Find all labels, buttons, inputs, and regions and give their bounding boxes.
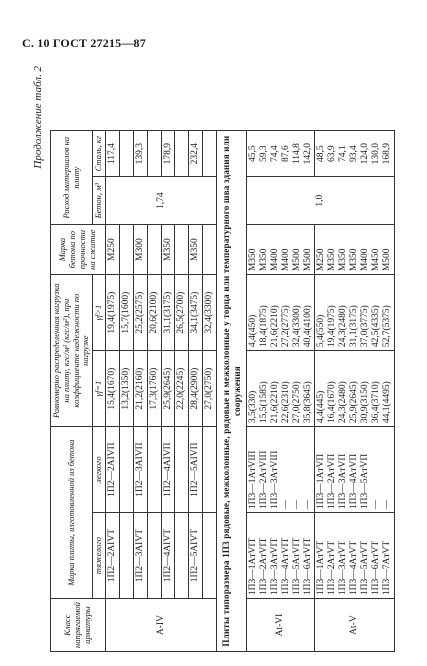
beton-cell: M350 bbox=[161, 225, 175, 275]
col-klass: Класс напрягаемой арматуры bbox=[51, 599, 106, 652]
stal-cell bbox=[119, 131, 133, 177]
gf2-cell: 5,4(550) 19,4(1975) 24,3(2480) 31,1(3175) 37,0(3775) 42,5(4335) 52,7(5375) bbox=[315, 275, 394, 351]
stal-cell: 117,4 bbox=[105, 131, 119, 177]
gf1-cell: 4,4(445) 16,4(1670) 24,3(2480) 25,9(2645) 30,9(3150) 36,4(3710) 44,1(4495) bbox=[315, 351, 394, 427]
gf2-cell: 19,4(1975) bbox=[105, 275, 119, 351]
tyazh-cell: 1П2—3AIVT bbox=[133, 513, 147, 599]
table-continuation-label: Продолжение табл. 2 bbox=[32, 66, 44, 169]
beton-cell bbox=[203, 225, 217, 275]
gf2-cell: 32,4(3300) bbox=[203, 275, 217, 351]
klass-cell: A-IV bbox=[105, 599, 216, 652]
tyazh-cell bbox=[203, 513, 217, 599]
gf2-cell: 26,5(2700) bbox=[175, 275, 189, 351]
beton-cell bbox=[119, 225, 133, 275]
beton-cell: M250 M350 M350 M350 M400 M450 M500 bbox=[315, 225, 394, 275]
tyazh-cell: 1П3—1AтVIT 1П3—2AтVIT 1П3—3AтVIT 1П3—4AтVIT 1П3—5AтVIT 1П3—6AтVIT bbox=[246, 513, 315, 599]
beton-cell: M350 M350 M400 M400 M500 M500 bbox=[246, 225, 315, 275]
data-table bbox=[50, 130, 395, 652]
gf2-cell: 20,6(2100) bbox=[147, 275, 161, 351]
klass-cell: At-VI bbox=[246, 599, 315, 652]
stal-cell bbox=[203, 131, 217, 177]
legk-cell: 1П2—2AIVП bbox=[105, 427, 119, 513]
legk-cell: 1П2—4AIVП bbox=[161, 427, 175, 513]
rotated-table-area bbox=[30, 62, 410, 652]
col-beton-m3: Бетон, м³ bbox=[93, 177, 106, 225]
col-tyazh: тяжелого bbox=[93, 513, 106, 599]
gf2-cell: 4,4(450) 18,4(1875) 21,6(2210) 27,2(2775) 32,4(3300) 40,4(4100) bbox=[246, 275, 315, 351]
col-legk: легкого bbox=[93, 427, 106, 513]
stal-cell: 45,5 59,3 74,4 87,6 114,8 142,0 bbox=[246, 131, 315, 177]
legk-cell bbox=[119, 427, 133, 513]
gf1-cell: 13,2(1350) bbox=[119, 351, 133, 427]
legk-cell: 1П3—1AтVП 1П3—2AтVП 1П3—3AтVП 1П3—4AтVП 1П3—5AтVП — — bbox=[315, 427, 394, 513]
gf1-cell: 27,0(2750) bbox=[203, 351, 217, 427]
tyazh-cell: 1П2—5AIVT bbox=[189, 513, 203, 599]
tyazh-cell: 1П2—2AIVT bbox=[105, 513, 119, 599]
gf1-cell: 25,9(2645) bbox=[161, 351, 175, 427]
stal-cell bbox=[175, 131, 189, 177]
beton-cell: M300 bbox=[133, 225, 147, 275]
legk-cell bbox=[175, 427, 189, 513]
tyazh-cell: 1П2—4AIVT bbox=[161, 513, 175, 599]
legk-cell: 1П3—1AтVIП 1П3—2AтVIП 1П3—3AтVIП — — — bbox=[246, 427, 315, 513]
gf2-cell: 15,7(1600) bbox=[119, 275, 133, 351]
stal-cell: 232,4 bbox=[189, 131, 203, 177]
page-header: С. 10 ГОСТ 27215—87 bbox=[22, 36, 146, 50]
stal-cell: 48,5 63,9 74,1 93,4 124,0 130,0 168,9 bbox=[315, 131, 394, 177]
tyazh-cell: 1П3—1AтVT 1П3—2AтVT 1П3—3AтVT 1П3—4AтVT 1П3—5AтVT 1П3—6AтVT 1П3—7AтVT bbox=[315, 513, 394, 599]
stal-cell: 178,9 bbox=[161, 131, 175, 177]
beton-cell: M350 bbox=[189, 225, 203, 275]
gf1-cell: 22,0(2245) bbox=[175, 351, 189, 427]
section-subheader: Плиты типоразмера 1П3 рядовые, межколонные, рядовые и межколонные у торца или температурного шва здания или сооружения bbox=[217, 131, 247, 652]
col-marka-group: Марка плиты, изготовленной из бетона bbox=[51, 427, 93, 599]
col-beton-marka: Марка бетона по прочности на сжатие bbox=[51, 225, 106, 275]
beton-cell: M250 bbox=[105, 225, 119, 275]
gf2-cell: 34,1(3475) bbox=[189, 275, 203, 351]
beton-m3-cell: 1,74 bbox=[105, 177, 216, 225]
beton-m3-cell: 1,0 bbox=[246, 177, 394, 225]
col-rashod: Расход материалов на плиту bbox=[51, 131, 93, 225]
legk-cell bbox=[203, 427, 217, 513]
subheader-row bbox=[217, 131, 247, 652]
table-row bbox=[246, 131, 315, 652]
gf1-cell: 15,4(1670) bbox=[105, 351, 119, 427]
stal-cell bbox=[147, 131, 161, 177]
gf1-cell: 3,5(330) 15,5(1585) 21,6(2210) 22,6(2310) 27,0(2750) 35,8(3645) bbox=[246, 351, 315, 427]
gf1-cell: 28,4(2900) bbox=[189, 351, 203, 427]
klass-cell: At-V bbox=[315, 599, 394, 652]
tyazh-cell bbox=[147, 513, 161, 599]
gf2-cell: 31,1(3175) bbox=[161, 275, 175, 351]
tyazh-cell bbox=[119, 513, 133, 599]
stal-cell: 139,3 bbox=[133, 131, 147, 177]
col-stal: Сталь, кг bbox=[93, 131, 106, 177]
col-load-group: Равномерно распределенная нагрузка на плиту, кгс/м² (кгс/м²), при коэффициенте надежности по нагрузке bbox=[51, 275, 93, 427]
col-gf2: γf>1 bbox=[93, 275, 106, 351]
beton-cell bbox=[175, 225, 189, 275]
gf1-cell: 21,2(2160) bbox=[133, 351, 147, 427]
gf1-cell: 17,3(1760) bbox=[147, 351, 161, 427]
table-row bbox=[105, 131, 119, 652]
col-gf1: γf=1 bbox=[93, 351, 106, 427]
beton-cell bbox=[147, 225, 161, 275]
legk-cell: 1П2—5AIVП bbox=[189, 427, 203, 513]
legk-cell bbox=[147, 427, 161, 513]
tyazh-cell bbox=[175, 513, 189, 599]
legk-cell: 1П2—3AIVП bbox=[133, 427, 147, 513]
gf2-cell: 25,2(2575) bbox=[133, 275, 147, 351]
